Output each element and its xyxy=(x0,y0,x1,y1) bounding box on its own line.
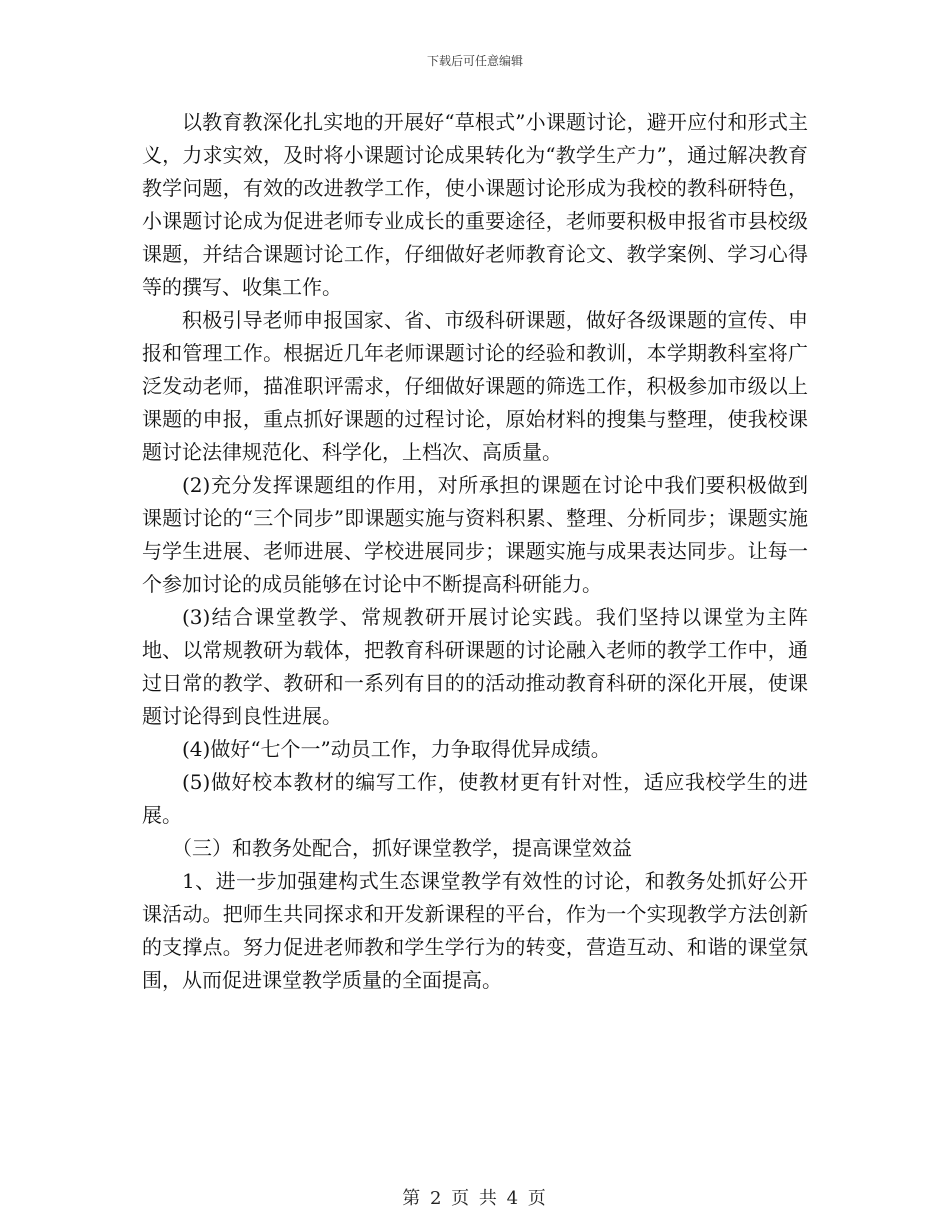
document-body xyxy=(142,106,808,997)
page-header: 下载后可任意编辑 xyxy=(426,54,523,68)
paragraph-6: (5)做好校本教材的编写工作，使教材更有针对性，适应我校学生的进展。 xyxy=(142,770,808,827)
section-heading: （三）和教务处配合，抓好课堂教学，提高课堂效益 xyxy=(172,836,632,860)
paragraph-1: 以教育教深化扎实地的开展好“草根式”小课题讨论，避开应付和形式主义，力求实效，及时将小课题讨论成果转化为“教学生产力”，通过解决教育教学问题，有效的改进教学工作，使小课题讨论形成为我校的教科研特色，小课题讨论成为促进老师专业成长的重要途径，老师要积极申报省市县校级课题，并结合课题讨论工作，仔细做好老师教育论文、教学案例、学习心得等的撰写、收集工作。 xyxy=(142,110,808,299)
paragraph-5: (4)做好“七个一”动员工作，力争取得优异成绩。 xyxy=(182,737,611,761)
paragraph-7: 1、进一步加强建构式生态课堂教学有效性的讨论，和教务处抓好公开课活动。把师生共同探求和开发新课程的平台，作为一个实现教学方法创新的支撑点。努力促进老师教和学生学行为的转变，营造互动、和谐的课堂氛围，从而促进课堂教学质量的全面提高。 xyxy=(142,869,808,992)
paragraph-4: (3)结合课堂教学、常规教研开展讨论实践。我们坚持以课堂为主阵地、以常规教研为载体，把教育科研课题的讨论融入老师的教学工作中，通过日常的教学、教研和一系列有目的的活动推动教育科研的深化开展，使课题讨论得到良性进展。 xyxy=(142,605,808,728)
paragraph-2: 积极引导老师申报国家、省、市级科研课题，做好各级课题的宣传、申报和管理工作。根据近几年老师课题讨论的经验和教训，本学期教科室将广泛发动老师，描准职评需求，仔细做好课题的筛选工作，积极参加市级以上课题的申报，重点抓好课题的过程讨论，原始材料的搜集与整理，使我校课题讨论法律规范化、科学化，上档次、高质量。 xyxy=(142,308,808,464)
paragraph-3: (2)充分发挥课题组的作用，对所承担的课题在讨论中我们要积极做到课题讨论的“三个同步”即课题实施与资料积累、整理、分析同步；课题实施与学生进展、老师进展、学校进展同步；课题实施与成果表达同步。让每一个参加讨论的成员能够在讨论中不断提高科研能力。 xyxy=(142,473,808,596)
page-number: 第 2 页 共 4 页 xyxy=(402,1188,548,1209)
